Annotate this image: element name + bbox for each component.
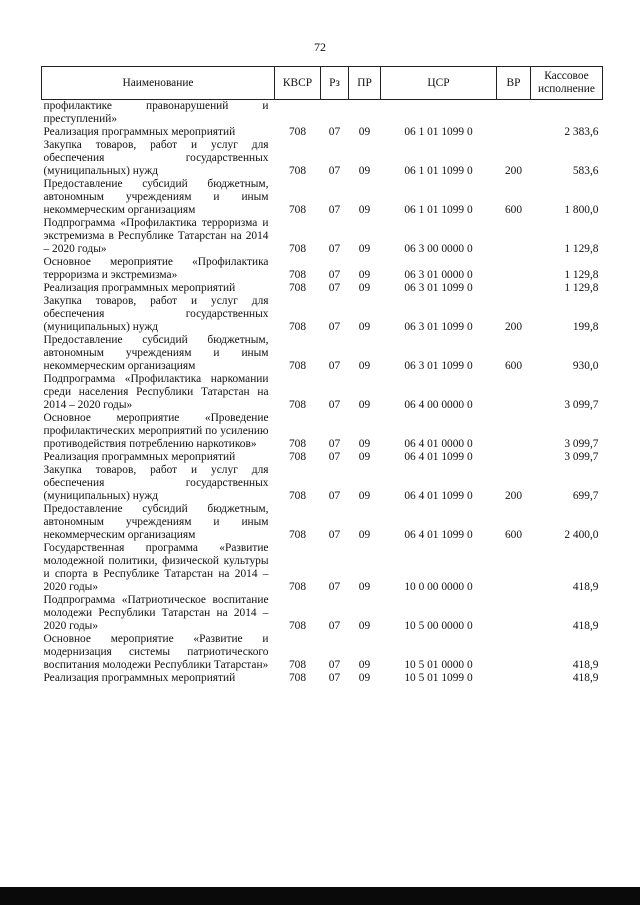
cell-vr [497, 256, 531, 282]
table-row [42, 503, 603, 542]
cell-rz: 07 [328, 243, 341, 255]
cell-csr: 06 3 01 1099 0 [404, 360, 473, 372]
cell-amount: 583,6 [572, 165, 599, 177]
cell-csr: 06 4 01 0000 0 [404, 438, 473, 450]
scan-border [0, 887, 640, 905]
cell-csr: 10 5 01 1099 0 [404, 672, 473, 684]
header-name: Наименование [42, 67, 275, 100]
cell-vr: 600 [504, 360, 523, 372]
cell-name: Закупка товаров, работ и услуг для обеспечения государственных (муниципальных) нужд [43, 464, 269, 502]
cell-kvsr: 708 [288, 269, 307, 281]
cell-kvsr: 708 [288, 204, 307, 216]
cell-csr: 10 0 00 0000 0 [404, 581, 473, 593]
cell-name: Реализация программных мероприятий [43, 282, 236, 294]
cell-rz: 07 [328, 360, 341, 372]
cell-amount: 199,8 [572, 321, 599, 333]
cell-amount: 699,7 [572, 490, 599, 502]
cell-csr: 10 5 00 0000 0 [404, 620, 473, 632]
cell-vr [497, 542, 531, 594]
cell-vr: 200 [504, 490, 523, 502]
cell-name: Подпрограмма «Профилактика наркомании среди населения Республики Татарстан на 2014 – 2020 годы» [43, 373, 269, 411]
cell-rz: 07 [328, 620, 341, 632]
cell-kvsr: 708 [288, 451, 307, 463]
cell-name: Реализация программных мероприятий [43, 126, 236, 138]
budget-execution-table [41, 66, 603, 685]
cell-kvsr [275, 100, 321, 127]
cell-amount: 3 099,7 [564, 451, 599, 463]
cell-kvsr: 708 [288, 399, 307, 411]
cell-pr: 09 [358, 165, 371, 177]
table-row [42, 451, 603, 464]
cell-csr: 06 4 01 1099 0 [404, 529, 473, 541]
cell-pr: 09 [358, 529, 371, 541]
cell-vr [497, 373, 531, 412]
cell-rz: 07 [328, 204, 341, 216]
cell-kvsr: 708 [288, 243, 307, 255]
table-row [42, 126, 603, 139]
cell-name: Основное мероприятие «Проведение профилактических мероприятий по усилению противодействия потреблению наркотиков» [43, 412, 269, 450]
table-row [42, 464, 603, 503]
table-row [42, 373, 603, 412]
cell-amount: 418,9 [572, 620, 599, 632]
cell-vr [497, 126, 531, 139]
cell-rz [321, 100, 349, 127]
table-row [42, 295, 603, 334]
cell-pr: 09 [358, 581, 371, 593]
cell-name: Основное мероприятие «Профилактика терроризма и экстремизма» [43, 256, 269, 281]
cell-kvsr: 708 [288, 126, 307, 138]
cell-pr: 09 [358, 451, 371, 463]
cell-pr: 09 [358, 269, 371, 281]
cell-name: Предоставление субсидий бюджетным, автономным учреждениям и иным некоммерческим организациям [43, 334, 269, 372]
cell-vr [497, 217, 531, 256]
table-header-row [42, 67, 603, 100]
cell-csr: 06 4 00 0000 0 [404, 399, 473, 411]
table-row [42, 412, 603, 451]
cell-amount: 418,9 [572, 659, 599, 671]
cell-vr [497, 451, 531, 464]
cell-csr: 06 3 01 0000 0 [404, 269, 473, 281]
cell-csr [381, 100, 497, 127]
cell-name: Закупка товаров, работ и услуг для обеспечения государственных (муниципальных) нужд [43, 295, 269, 333]
cell-kvsr: 708 [288, 282, 307, 294]
cell-vr [497, 412, 531, 451]
cell-rz: 07 [328, 399, 341, 411]
cell-kvsr: 708 [288, 620, 307, 632]
cell-name: Предоставление субсидий бюджетным, автономным учреждениям и иным некоммерческим организациям [43, 503, 269, 541]
table-body [42, 100, 603, 686]
cell-name: Основное мероприятие «Развитие и модернизация системы патриотического воспитания молодежи Республики Татарстан» [43, 633, 269, 671]
cell-rz: 07 [328, 165, 341, 177]
cell-pr: 09 [358, 659, 371, 671]
cell-kvsr: 708 [288, 581, 307, 593]
cell-vr [497, 594, 531, 633]
cell-pr: 09 [358, 490, 371, 502]
cell-name: Реализация программных мероприятий [43, 672, 236, 684]
table-row [42, 178, 603, 217]
table-row [42, 594, 603, 633]
header-vr: ВР [497, 67, 531, 100]
cell-vr [497, 100, 531, 127]
page-number: 72 [314, 40, 326, 54]
cell-vr: 200 [504, 321, 523, 333]
cell-amount [531, 100, 603, 127]
cell-kvsr: 708 [288, 672, 307, 684]
cell-vr [497, 633, 531, 672]
cell-kvsr: 708 [288, 659, 307, 671]
header-pr: ПР [349, 67, 381, 100]
table-row [42, 633, 603, 672]
cell-rz: 07 [328, 451, 341, 463]
cell-rz: 07 [328, 282, 341, 294]
cell-rz: 07 [328, 659, 341, 671]
cell-rz: 07 [328, 126, 341, 138]
cell-csr: 06 1 01 1099 0 [404, 204, 473, 216]
table-row [42, 100, 603, 127]
cell-vr: 600 [504, 529, 523, 541]
cell-pr: 09 [358, 399, 371, 411]
cell-csr: 06 3 00 0000 0 [404, 243, 473, 255]
header-kvsr: КВСР [275, 67, 321, 100]
cell-name: Реализация программных мероприятий [43, 451, 236, 463]
cell-rz: 07 [328, 672, 341, 684]
cell-rz: 07 [328, 529, 341, 541]
cell-csr: 06 4 01 1099 0 [404, 490, 473, 502]
cell-pr: 09 [358, 360, 371, 372]
cell-pr: 09 [358, 672, 371, 684]
cell-pr: 09 [358, 438, 371, 450]
cell-csr: 10 5 01 0000 0 [404, 659, 473, 671]
header-rz: Рз [321, 67, 349, 100]
cell-kvsr: 708 [288, 165, 307, 177]
cell-vr: 600 [504, 204, 523, 216]
cell-pr: 09 [358, 282, 371, 294]
header-csr: ЦСР [381, 67, 497, 100]
cell-name: Предоставление субсидий бюджетным, автономным учреждениям и иным некоммерческим организациям [43, 178, 269, 216]
cell-csr: 06 3 01 1099 0 [404, 282, 473, 294]
table-row [42, 282, 603, 295]
cell-name: Государственная программа «Развитие молодежной политики, физической культуры и спорта в Республике Татарстан на 2014 – 2020 годы» [43, 542, 269, 593]
cell-pr: 09 [358, 321, 371, 333]
cell-rz: 07 [328, 321, 341, 333]
cell-name: Подпрограмма «Патриотическое воспитание молодежи Республики Татарстан на 2014 – 2020 годы» [43, 594, 269, 632]
cell-csr: 06 1 01 1099 0 [404, 126, 473, 138]
cell-amount: 1 129,8 [564, 282, 599, 294]
cell-kvsr: 708 [288, 360, 307, 372]
cell-amount: 2 400,0 [564, 529, 599, 541]
cell-amount: 1 800,0 [564, 204, 599, 216]
cell-csr: 06 1 01 1099 0 [404, 165, 473, 177]
cell-kvsr: 708 [288, 490, 307, 502]
cell-kvsr: 708 [288, 321, 307, 333]
cell-rz: 07 [328, 581, 341, 593]
header-amount: Кассовое исполнение [531, 67, 603, 100]
cell-amount: 1 129,8 [564, 243, 599, 255]
cell-amount: 418,9 [572, 672, 599, 684]
cell-pr: 09 [358, 126, 371, 138]
cell-vr [497, 672, 531, 685]
cell-amount: 1 129,8 [564, 269, 599, 281]
cell-rz: 07 [328, 438, 341, 450]
cell-amount: 3 099,7 [564, 399, 599, 411]
cell-name: Закупка товаров, работ и услуг для обеспечения государственных (муниципальных) нужд [43, 139, 269, 177]
cell-pr: 09 [358, 243, 371, 255]
cell-amount: 930,0 [572, 360, 599, 372]
cell-kvsr: 708 [288, 529, 307, 541]
cell-pr [349, 100, 381, 127]
cell-vr [497, 282, 531, 295]
cell-kvsr: 708 [288, 438, 307, 450]
cell-amount: 418,9 [572, 581, 599, 593]
cell-name: профилактике правонарушений и преступлений» [43, 100, 269, 125]
cell-name: Подпрограмма «Профилактика терроризма и экстремизма в Республике Татарстан на 2014 – 2020 годы» [43, 217, 269, 255]
cell-vr: 200 [504, 165, 523, 177]
cell-csr: 06 3 01 1099 0 [404, 321, 473, 333]
table-row [42, 334, 603, 373]
table-row [42, 139, 603, 178]
cell-amount: 3 099,7 [564, 438, 599, 450]
cell-csr: 06 4 01 1099 0 [404, 451, 473, 463]
cell-pr: 09 [358, 204, 371, 216]
cell-rz: 07 [328, 269, 341, 281]
table-row [42, 542, 603, 594]
cell-amount: 2 383,6 [564, 126, 599, 138]
table-row [42, 217, 603, 256]
cell-rz: 07 [328, 490, 341, 502]
table-row [42, 672, 603, 685]
cell-pr: 09 [358, 620, 371, 632]
table-row [42, 256, 603, 282]
